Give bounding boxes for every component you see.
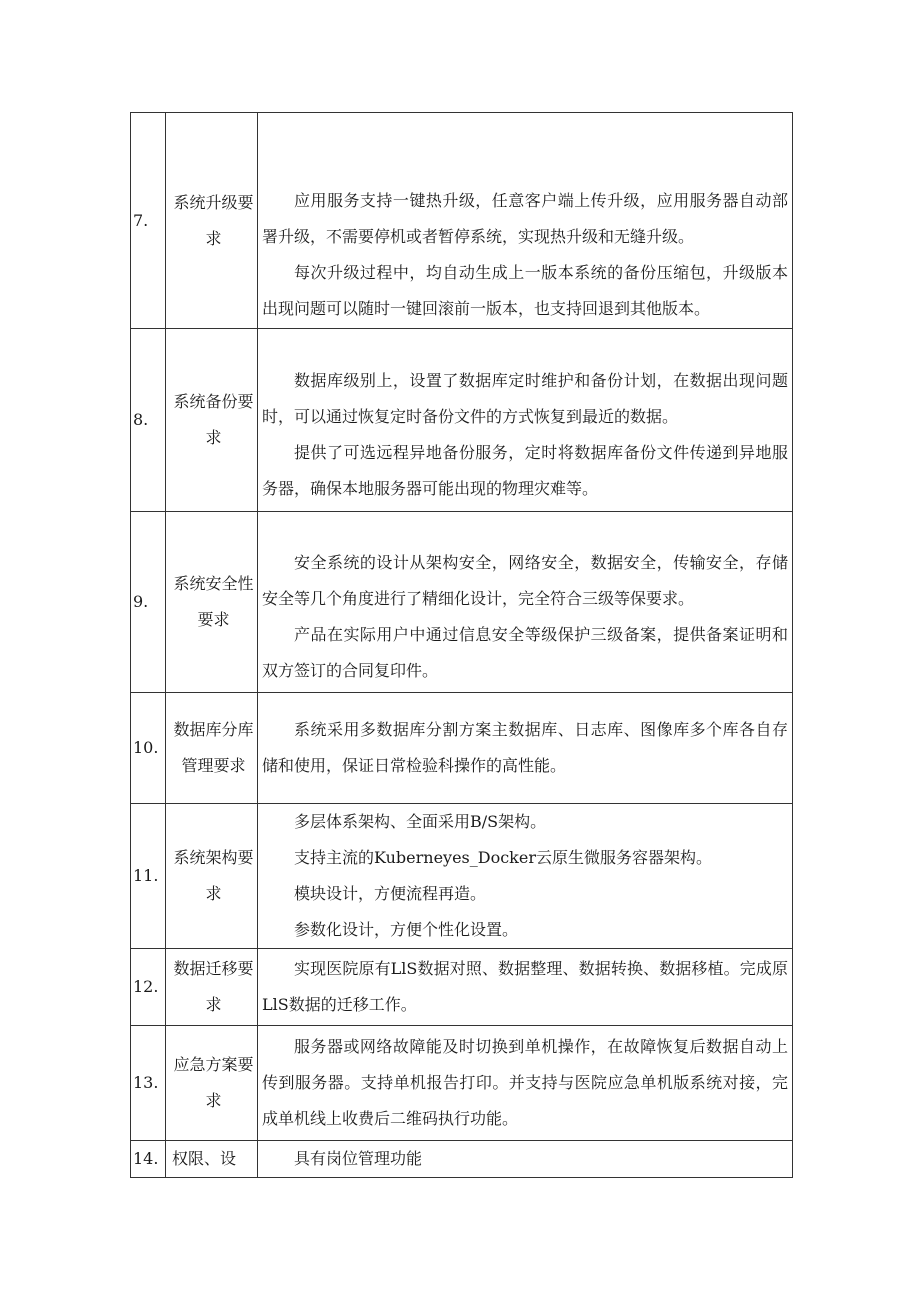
- description-paragraph: 服务器或网络故障能及时切换到单机操作，在故障恢复后数据自动上传到服务器。支持单机报告打印。并支持与医院应急单机版系统对接，完成单机线上收费后二维码执行功能。: [262, 1037, 788, 1128]
- description-paragraph: 产品在实际用户中通过信息安全等级保护三级备案，提供备案证明和双方签订的合同复印件。: [262, 625, 788, 680]
- table-row: [131, 1141, 793, 1178]
- requirements-table: [130, 112, 793, 1178]
- description-paragraph: 模块设计，方便流程再造。: [294, 884, 487, 903]
- description-paragraph: 安全系统的设计从架构安全，网络安全，数据安全，传输安全，存储安全等几个角度进行了精细化设计，完全符合三级等保要求。: [262, 553, 788, 608]
- requirement-name: [166, 113, 258, 329]
- description-paragraph: 每次升级过程中，均自动生成上一版本系统的备份压缩包，升级版本出现问题可以随时一键回滚前一版本，也支持回退到其他版本。: [262, 262, 788, 318]
- requirement-name-text: 系统备份要求: [173, 392, 254, 447]
- requirement-description: [258, 329, 793, 512]
- description-paragraph: 参数化设计，方便个性化设置。: [294, 920, 519, 939]
- requirement-name: [166, 693, 258, 804]
- requirement-description: [258, 512, 793, 693]
- requirement-name: [166, 949, 258, 1026]
- description-paragraph: 支持主流的Kuberneyes_Docker云原生微服务容器架构。: [294, 848, 712, 867]
- row-number: 12.: [131, 949, 166, 1026]
- row-number: 8.: [131, 329, 166, 512]
- description-paragraph: 实现医院原有LlS数据对照、数据整理、数据转换、数据移植。完成原LlS数据的迁移工作。: [262, 959, 788, 1014]
- table-row: [131, 949, 793, 1026]
- requirement-name: [166, 1141, 258, 1178]
- description-paragraph: 提供了可选远程异地备份服务，定时将数据库备份文件传递到异地服务器，确保本地服务器可能出现的物理灾难等。: [262, 443, 788, 498]
- requirement-name: [166, 804, 258, 949]
- table-row: [131, 512, 793, 693]
- requirement-description: [258, 1141, 793, 1178]
- requirement-description: [258, 693, 793, 804]
- requirement-name-text: 数据迁移要求: [173, 959, 254, 1014]
- description-paragraph: 系统采用多数据库分割方案主数据库、日志库、图像库多个库各自存储和使用，保证日常检验科操作的高性能。: [262, 720, 788, 775]
- requirement-name-text: 应急方案要求: [173, 1055, 254, 1110]
- table-row: [131, 113, 793, 329]
- requirement-name-text: 系统升级要求: [173, 192, 254, 248]
- requirement-name: [166, 329, 258, 512]
- row-number: 9.: [131, 512, 166, 693]
- description-paragraph: 数据库级别上，设置了数据库定时维护和备份计划，在数据出现问题时，可以通过恢复定时备份文件的方式恢复到最近的数据。: [262, 371, 788, 426]
- requirement-name-text: 数据库分库管理要求: [173, 720, 254, 775]
- requirement-description: [258, 804, 793, 949]
- table-row: [131, 693, 793, 804]
- requirement-name-text: 系统架构要求: [173, 848, 254, 903]
- row-number: 7.: [131, 113, 166, 329]
- requirement-description: [258, 113, 793, 329]
- requirement-description: [258, 949, 793, 1026]
- description-paragraph: 应用服务支持一键热升级，任意客户端上传升级，应用服务器自动部署升级，不需要停机或者暂停系统，实现热升级和无缝升级。: [262, 190, 788, 246]
- row-number: 11.: [131, 804, 166, 949]
- table-row: [131, 329, 793, 512]
- table-row: [131, 1026, 793, 1141]
- requirement-name-text: 权限、设: [172, 1149, 237, 1168]
- description-paragraph: 多层体系架构、全面采用B/S架构。: [294, 812, 547, 831]
- row-number: 13.: [131, 1026, 166, 1141]
- table-row: [131, 804, 793, 949]
- row-number: 10.: [131, 693, 166, 804]
- requirement-name-text: 系统安全性要求: [173, 574, 254, 629]
- requirement-name: [166, 512, 258, 693]
- row-number: 14.: [131, 1141, 166, 1178]
- description-paragraph: 具有岗位管理功能: [294, 1149, 423, 1168]
- requirement-description: [258, 1026, 793, 1141]
- requirement-name: [166, 1026, 258, 1141]
